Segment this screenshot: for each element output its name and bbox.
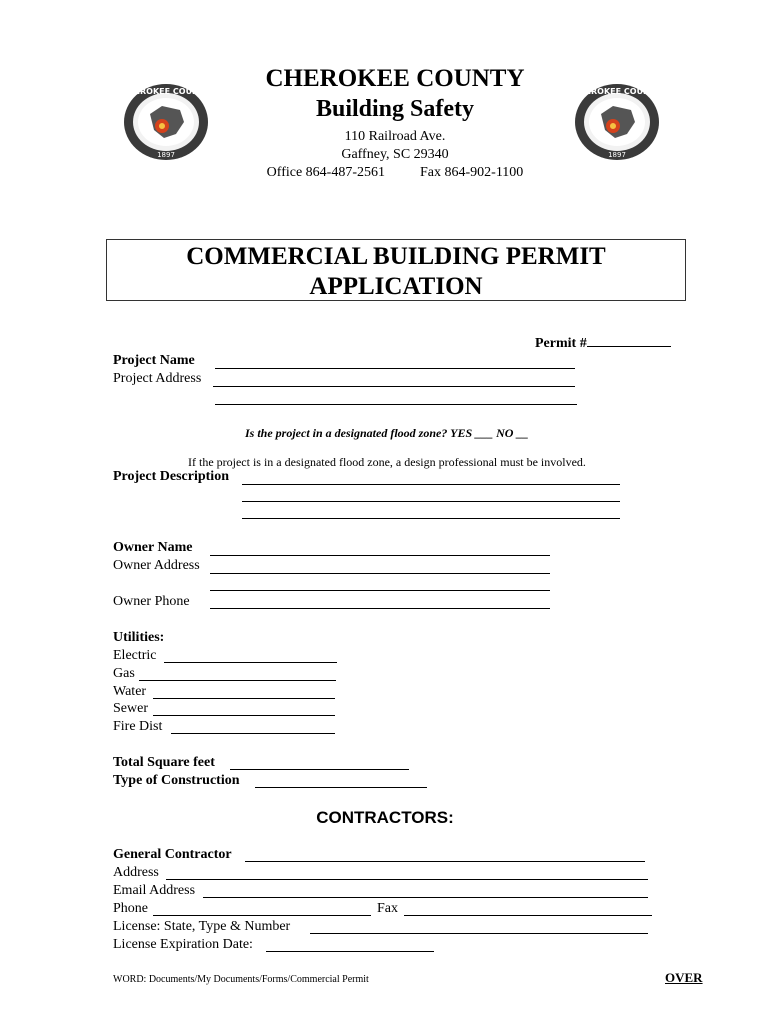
permit-number-blank[interactable] xyxy=(587,334,671,347)
flood-zone-note: If the project is in a designated flood zone, a design professional must be involved. xyxy=(188,455,586,469)
owner-name-blank[interactable] xyxy=(210,555,550,556)
utility-gas-blank[interactable] xyxy=(139,680,336,681)
svg-text:CHEROKEE COUNTY: CHEROKEE COUNTY xyxy=(122,87,210,96)
form-title-line1: COMMERCIAL BUILDING PERMIT xyxy=(186,243,606,270)
flood-zone-question: Is the project in a designated flood zone? YES ___ NO __ xyxy=(245,426,529,440)
contractor-email-blank[interactable] xyxy=(203,897,648,898)
utilities-heading: Utilities: xyxy=(113,630,165,645)
project-description-blank-3[interactable] xyxy=(242,518,620,519)
project-description-blank-2[interactable] xyxy=(242,501,620,502)
utility-sewer-label: Sewer xyxy=(113,701,148,716)
contractor-phone-label: Phone xyxy=(113,901,148,916)
project-description-label: Project Description xyxy=(113,469,229,484)
owner-phone-label: Owner Phone xyxy=(113,594,190,609)
form-title-line2: APPLICATION xyxy=(309,273,483,300)
county-seal-left-icon xyxy=(122,82,210,162)
contractor-license-blank[interactable] xyxy=(310,933,648,934)
department-name: Building Safety xyxy=(315,96,475,122)
owner-phone-blank[interactable] xyxy=(210,608,550,609)
owner-address-label: Owner Address xyxy=(113,558,200,573)
utility-electric-label: Electric xyxy=(113,648,157,663)
utility-gas-label: Gas xyxy=(113,666,135,681)
project-name-blank[interactable] xyxy=(215,368,575,369)
permit-number-field[interactable] xyxy=(535,334,671,353)
contractor-address-blank[interactable] xyxy=(166,879,648,880)
construction-type-blank[interactable] xyxy=(255,787,427,788)
general-contractor-blank[interactable] xyxy=(245,861,645,862)
footer-file-path: WORD: Documents/My Documents/Forms/Commercial Permit xyxy=(113,974,369,985)
street-address: 110 Railroad Ave. xyxy=(344,129,446,144)
utility-water-blank[interactable] xyxy=(153,698,335,699)
utility-electric-blank[interactable] xyxy=(164,662,337,663)
contractor-phone-blank[interactable] xyxy=(153,915,371,916)
fax-number: Fax 864-902-1100 xyxy=(420,165,524,180)
contractor-fax-label: Fax xyxy=(377,901,398,916)
project-description-blank-1[interactable] xyxy=(242,484,620,485)
county-name: CHEROKEE COUNTY xyxy=(265,65,525,92)
over-indicator: OVER xyxy=(665,970,703,985)
svg-text:1897: 1897 xyxy=(157,151,175,159)
project-address-label: Project Address xyxy=(113,371,202,386)
form-title xyxy=(106,239,686,301)
svg-text:CHEROKEE COUNTY: CHEROKEE COUNTY xyxy=(573,87,661,96)
contractor-fax-blank[interactable] xyxy=(404,915,652,916)
utility-fire-dist-label: Fire Dist xyxy=(113,719,163,734)
contractor-license-expiration-blank[interactable] xyxy=(266,951,434,952)
project-address-blank-2[interactable] xyxy=(215,404,577,405)
general-contractor-label: General Contractor xyxy=(113,847,232,862)
construction-type-label: Type of Construction xyxy=(113,773,240,788)
owner-name-label: Owner Name xyxy=(113,540,193,555)
city-address: Gaffney, SC 29340 xyxy=(341,147,449,162)
letterhead xyxy=(200,64,590,182)
square-feet-label: Total Square feet xyxy=(113,755,215,770)
utility-sewer-blank[interactable] xyxy=(153,715,335,716)
contractor-license-label: License: State, Type & Number xyxy=(113,919,291,934)
contractors-heading: CONTRACTORS: xyxy=(316,808,454,827)
office-phone: Office 864-487-2561 xyxy=(266,165,385,180)
contact-line xyxy=(200,164,590,182)
svg-text:1897: 1897 xyxy=(608,151,626,159)
contractor-email-label: Email Address xyxy=(113,883,196,898)
contractor-license-expiration-label: License Expiration Date: xyxy=(113,937,253,952)
square-feet-blank[interactable] xyxy=(230,769,409,770)
owner-address-blank-1[interactable] xyxy=(210,573,550,574)
project-address-blank-1[interactable] xyxy=(213,386,575,387)
contractor-address-label: Address xyxy=(113,865,159,880)
permit-number-label: Permit # xyxy=(535,336,587,351)
utility-water-label: Water xyxy=(113,684,147,699)
project-name-label: Project Name xyxy=(113,353,195,368)
utility-fire-dist-blank[interactable] xyxy=(171,733,335,734)
owner-address-blank-2[interactable] xyxy=(210,590,550,591)
